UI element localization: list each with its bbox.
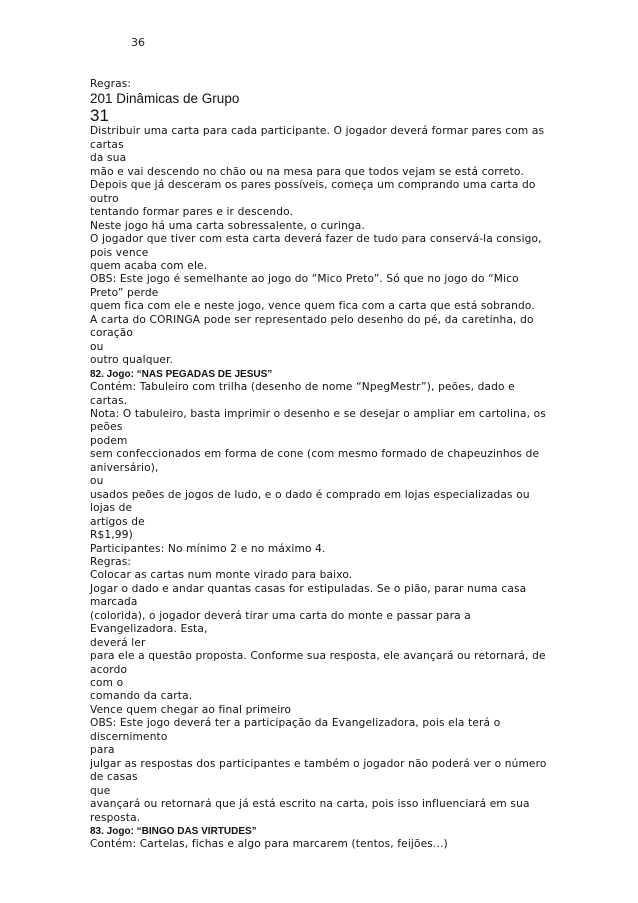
text-line: tentando formar pares e ir descendo. — [90, 206, 294, 219]
text-line: Participantes: No mínimo 2 e no máximo 4. — [90, 542, 326, 555]
chapter-number: 31 — [90, 106, 109, 126]
text-line: Nota: O tabuleiro, basta imprimir o desenho e se desejar o ampliar em cartolina, os — [90, 407, 546, 420]
text-line: Contém: Cartelas, fichas e algo para marcarem (tentos, feijões...) — [90, 838, 448, 851]
text-line: para ele a questão proposta. Conforme sua resposta, ele avançará ou retornará, de — [90, 650, 546, 663]
text-line: R$1,99) — [90, 529, 133, 542]
text-line: quem fica com ele e neste jogo, vence quem fica com a carta que está sobrando. — [90, 300, 535, 313]
text-line: ou — [90, 475, 104, 488]
text-line: acordo — [90, 663, 128, 676]
game-81-text — [90, 125, 560, 367]
text-line: marcada — [90, 596, 138, 609]
text-line: aniversário), — [90, 461, 159, 474]
rules-label: Regras: — [90, 78, 132, 90]
text-line: A carta do CORINGA pode ser representado pelo desenho do pé, da caretinha, do — [90, 313, 534, 326]
text-line: para — [90, 744, 115, 757]
text-line: da sua — [90, 152, 127, 165]
section-heading-82: 82. Jogo: “NAS PEGADAS DE JESUS” — [90, 368, 273, 380]
text-line: pois vence — [90, 246, 149, 259]
text-line: OBS: Este jogo é semelhante ao jogo do “Mico Preto”. Só que no jogo do “Mico — [90, 273, 519, 286]
text-line: O jogador que tiver com esta carta deverá fazer de tudo para conservá-la consigo, — [90, 233, 542, 246]
text-line: Colocar as cartas num monte virado para baixo. — [90, 569, 353, 582]
section-heading-83: 83. Jogo: “BINGO DAS VIRTUDES” — [90, 826, 257, 838]
page-content — [90, 78, 560, 852]
text-line: lojas de — [90, 502, 133, 515]
text-line: que — [90, 784, 111, 797]
text-line: cartas. — [90, 394, 128, 407]
text-line: Depois que já desceram os pares possíveis, começa um comprando uma carta do — [90, 179, 536, 192]
text-line: cartas — [90, 138, 124, 151]
text-line: usados peões de jogos de ludo, e o dado é comprado em lojas especializadas ou — [90, 488, 530, 501]
text-line: Jogar o dado e andar quantas casas for estipuladas. Se o pião, parar numa casa — [90, 582, 527, 595]
text-line: OBS: Este jogo deverá ter a participação da Evangelizadora, pois ela terá o — [90, 717, 501, 730]
text-line: Regras: — [90, 555, 132, 568]
text-line: Evangelizadora. Esta, — [90, 623, 208, 636]
text-line: outro — [90, 192, 119, 205]
text-line: peões — [90, 421, 123, 434]
text-line: julgar as respostas dos participantes e também o jogador não poderá ver o número — [90, 757, 547, 770]
text-line: de casas — [90, 771, 138, 784]
text-line: quem acaba com ele. — [90, 259, 208, 272]
text-line: (colorida), o jogador deverá tirar uma carta do monte e passar para a — [90, 609, 471, 622]
text-line: discernimento — [90, 730, 168, 743]
text-line: podem — [90, 434, 128, 447]
text-line: comando da carta. — [90, 690, 193, 703]
game-82-text — [90, 381, 560, 825]
book-title: 201 Dinâmicas de Grupo — [90, 91, 240, 107]
text-line: mão e vai descendo no chão ou na mesa para que todos vejam se está correto. — [90, 165, 524, 178]
text-line: artigos de — [90, 515, 145, 528]
text-line: Neste jogo há uma carta sobressalente, o curinga. — [90, 219, 365, 232]
page-number: 36 — [131, 36, 145, 49]
text-line: Vence quem chegar ao final primeiro — [90, 703, 292, 716]
text-line: com o — [90, 677, 124, 690]
text-line: deverá ler — [90, 636, 146, 649]
text-line: resposta. — [90, 811, 141, 824]
text-line: Preto” perde — [90, 286, 159, 299]
game-83-text — [90, 838, 560, 851]
text-line: coração — [90, 327, 134, 340]
text-line: Contém: Tabuleiro com trilha (desenho de nome “NpegMestr”), peões, dado e — [90, 381, 515, 394]
text-line: outro qualquer. — [90, 354, 174, 367]
text-line: sem confeccionados em forma de cone (com mesmo formado de chapeuzinhos de — [90, 448, 540, 461]
text-line: Distribuir uma carta para cada participante. O jogador deverá formar pares com as — [90, 125, 545, 138]
text-line: avançará ou retornará que já está escrito na carta, pois isso influenciará em sua — [90, 798, 530, 811]
text-line: ou — [90, 340, 104, 353]
